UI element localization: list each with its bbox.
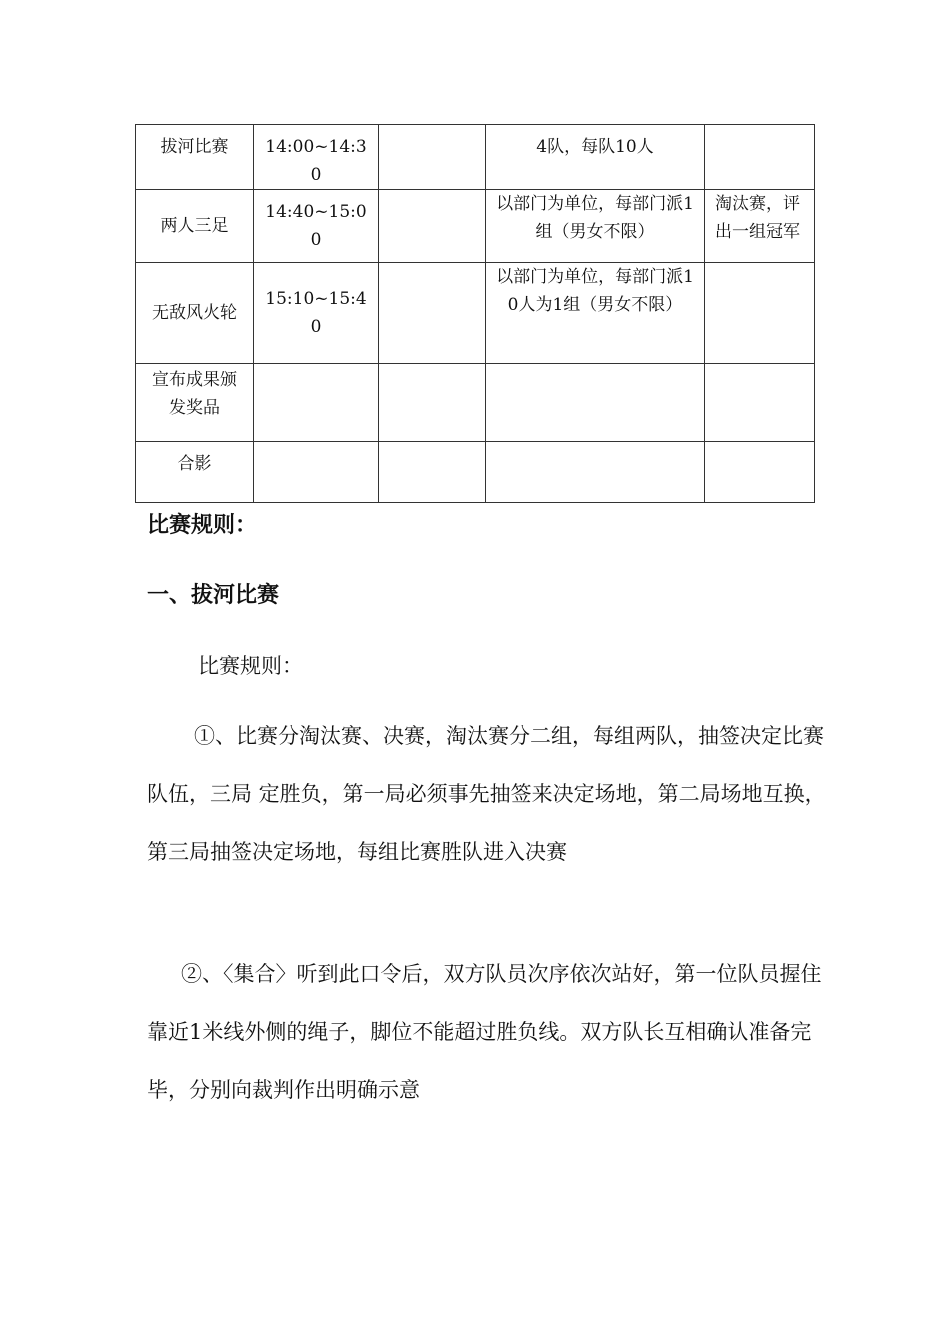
rule-paragraph: ②、〈集合〉听到此口令后，双方队员次序依次站好，第一位队员握住靠近1米线外侧的绳子，脚位不能超过胜负线。双方队长互相确认准备完毕，分别向裁判作出明确示意 (147, 962, 822, 1102)
notes-cell: 淘汰赛，评出一组冠军 (705, 190, 815, 263)
table-row (136, 125, 815, 190)
participants-cell: 4队，每队10人 (486, 125, 705, 190)
notes-cell (705, 364, 815, 442)
schedule-table (135, 124, 815, 503)
location-cell (379, 442, 486, 503)
rule-paragraph: ①、比赛分淘汰赛、决赛，淘汰赛分二组，每组两队，抽签决定比赛队伍，三局 定胜负，第一局必须事先抽签来决定场地，第二局场地互换，第三局抽签决定场地，每组比赛胜队进入决赛 (147, 724, 826, 864)
event-cell: 合影 (136, 442, 254, 503)
event-cell: 两人三足 (136, 190, 254, 263)
table-row (136, 442, 815, 503)
time-cell (254, 442, 379, 503)
rules-subheading: 比赛规则： (198, 654, 303, 678)
event-cell: 无敌风火轮 (136, 263, 254, 364)
location-cell (379, 125, 486, 190)
notes-cell (705, 125, 815, 190)
participants-cell: 以部门为单位，每部门派10人为1组（男女不限） (486, 263, 705, 364)
section-title: 一、拔河比赛 (147, 583, 280, 608)
table-row (136, 263, 815, 364)
location-cell (379, 364, 486, 442)
location-cell (379, 190, 486, 263)
location-cell (379, 263, 486, 364)
event-cell: 拔河比赛 (136, 125, 254, 190)
notes-cell (705, 263, 815, 364)
time-cell (254, 364, 379, 442)
time-cell: 14:00~14:30 (254, 125, 379, 190)
notes-cell (705, 442, 815, 503)
participants-cell (486, 442, 705, 503)
time-cell: 14:40~15:00 (254, 190, 379, 263)
time-cell: 15:10~15:40 (254, 263, 379, 364)
table-row (136, 364, 815, 442)
table-row (136, 190, 815, 263)
rules-heading: 比赛规则： (147, 513, 258, 538)
event-cell: 宣布成果颁发奖品 (136, 364, 254, 442)
participants-cell: 以部门为单位，每部门派1组（男女不限） (486, 190, 705, 263)
participants-cell (486, 364, 705, 442)
